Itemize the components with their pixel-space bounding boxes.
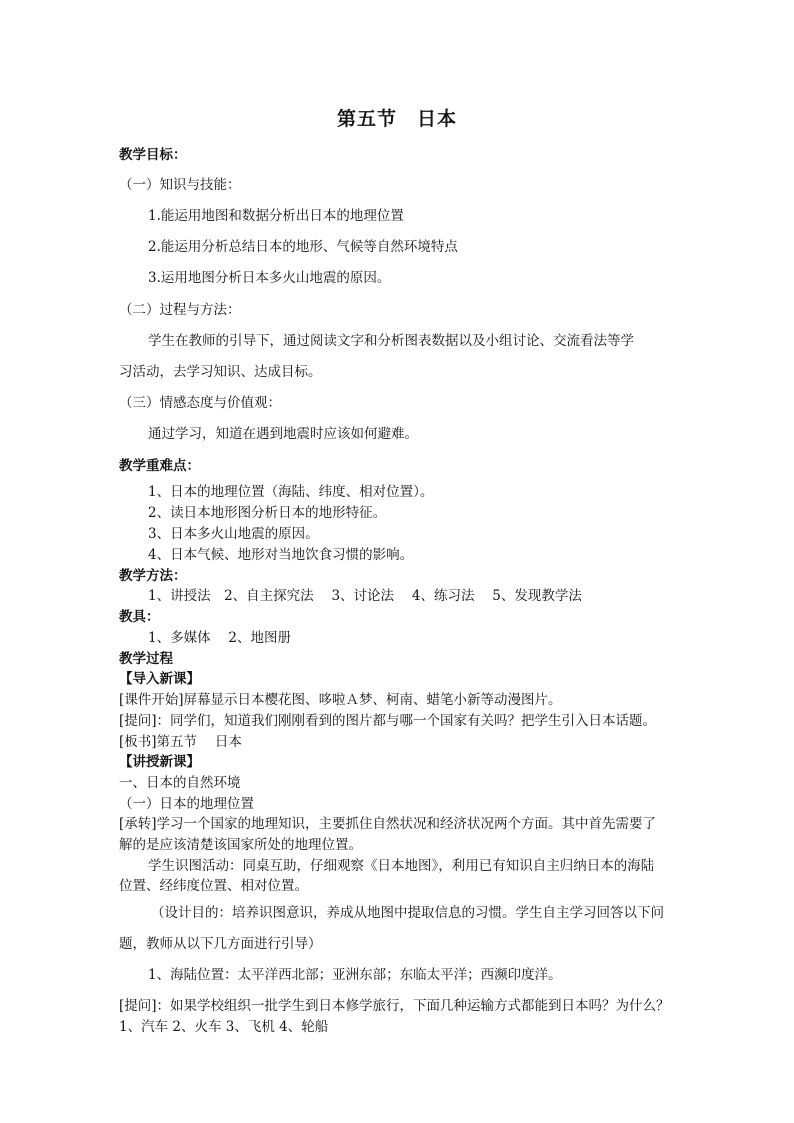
tools-list: 1、多媒体 2、地图册 <box>148 630 291 646</box>
paragraph-line: [提问]：如果学校组织一批学生到日本修学旅行，下面几种运输方式都能到日本吗？为什么？ <box>119 998 670 1014</box>
section-attitude-values: （三）情感态度与价值观： <box>119 395 281 411</box>
paragraph-line: 1、汽车 2、火车 3、飞机 4、轮船 <box>119 1019 329 1035</box>
objectives-heading: 教学目标： <box>119 147 187 163</box>
key-points-heading: 教学重难点： <box>119 458 200 474</box>
paragraph-line: 题，教师从以下几方面进行引导） <box>119 936 322 952</box>
paragraph-line: （设计目的：培养识图意识，养成从地图中提取信息的习惯。学生自主学习回答以下问 <box>151 905 664 921</box>
paragraph-line: 位置、经纬度位置、相对位置。 <box>119 878 308 894</box>
methods-heading: 教学方法： <box>119 568 187 584</box>
key-point-item: 4、日本气候、地形对当地饮食习惯的影响。 <box>148 547 414 563</box>
process-heading: 教学过程 <box>119 651 173 667</box>
part-heading: 一、日本的自然环境 <box>119 775 241 791</box>
key-point-item: 2、读日本地形图分析日本的地形特征。 <box>148 505 387 521</box>
paragraph-line: [板书]第五节 日本 <box>119 734 242 750</box>
page-title: 第五节 日本 <box>336 108 457 130</box>
section-knowledge-skills: （一）知识与技能： <box>119 177 241 193</box>
paragraph-line: 学生识图活动：同桌互助，仔细观察《日本地图》，利用已有知识自主归纳日本的海陆 <box>148 858 655 874</box>
objective-item: 1.能运用地图和数据分析出日本的地理位置 <box>148 208 404 224</box>
intro-tag: 【导入新课】 <box>119 671 200 687</box>
key-point-item: 1、日本的地理位置（海陆、纬度、相对位置）。 <box>148 484 434 500</box>
subpart-heading: （一）日本的地理位置 <box>119 796 254 812</box>
paragraph-line: [提问]：同学们，知道我们刚刚看到的图片都与哪一个国家有关吗？把学生引入日本话题。 <box>119 713 657 729</box>
paragraph-line: [课件开始]屏幕显示日本樱花图、哆啦Ａ梦、柯南、蜡笔小新等动漫图片。 <box>119 692 562 708</box>
paragraph-line: 1、海陆位置：太平洋西北部；亚洲东部；东临太平洋；西濒印度洋。 <box>148 967 562 983</box>
paragraph-line: 习活动，去学习知识、达成目标。 <box>119 364 322 380</box>
paragraph-line: 解的是应该清楚该国家所处的地理位置。 <box>119 837 362 853</box>
tools-heading: 教具： <box>119 609 160 625</box>
section-process-method: （二）过程与方法： <box>119 302 241 318</box>
paragraph-line: [承转]学习一个国家的地理知识，主要抓住自然状况和经济状况两个方面。其中首先需要了 <box>119 816 657 832</box>
key-point-item: 3、日本多火山地震的原因。 <box>148 526 319 542</box>
paragraph-line: 通过学习，知道在遇到地震时应该如何避难。 <box>148 426 418 442</box>
paragraph-line: 学生在教师的引导下，通过阅读文字和分析图表数据以及小组讨论、交流看法等学 <box>148 333 634 349</box>
methods-list: 1、讲授法 2、自主探究法 3、讨论法 4、练习法 5、发现教学法 <box>148 588 582 604</box>
new-lesson-tag: 【讲授新课】 <box>119 754 200 770</box>
objective-item: 2.能运用分析总结日本的地形、气候等自然环境特点 <box>148 239 458 255</box>
objective-item: 3.运用地图分析日本多火山地震的原因。 <box>148 270 391 286</box>
